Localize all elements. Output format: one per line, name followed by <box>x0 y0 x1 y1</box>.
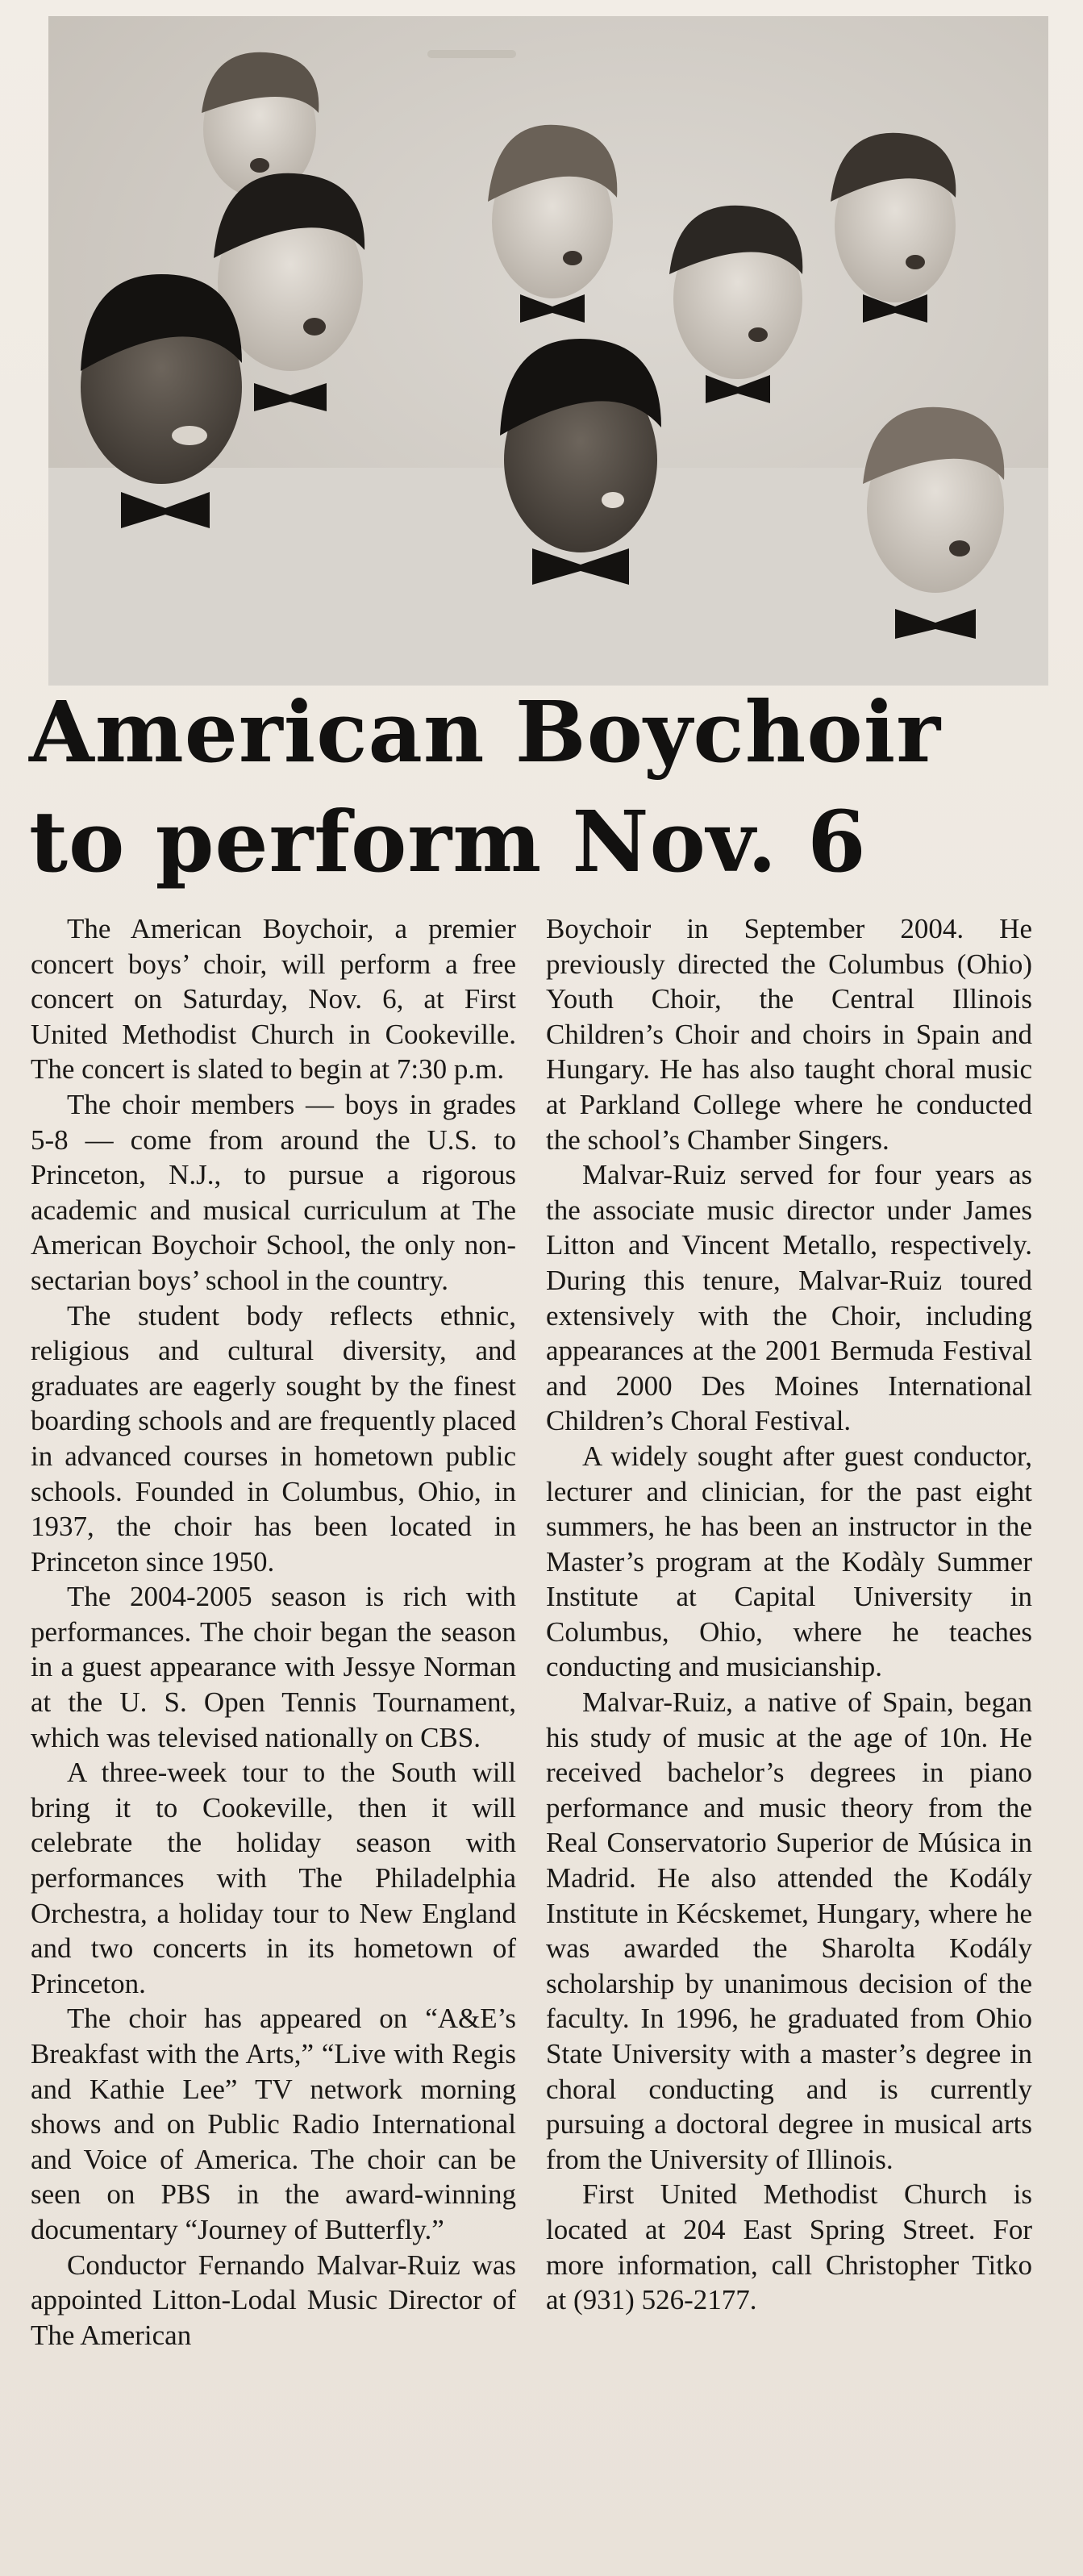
paragraph: The choir has appeared on “A&E’s Breakfast with the Arts,” “Live with Regis and Kathie Lee” TV network morning shows and on Public Radio International and Voice of America. The choir can be seen on PBS in the award-winning documentary “Journey of Butterfly.” <box>31 2003 516 2245</box>
paragraph: Malvar-Ruiz served for four years as the associate music director under James Litton and Vincent Metallo, respectively. During this tenure, Malvar-Ruiz toured extensively with the Choir, including appearances at the 2001 Bermuda Festival and 2000 Des Moines International Children’s Choral Festival. <box>546 1159 1032 1437</box>
paragraph: Conductor Fernando Malvar-Ruiz was appointed Litton-Lodal Music Director of The American <box>31 2249 516 2351</box>
paragraph: Malvar-Ruiz, a native of Spain, began his study of music at the age of 10n. He received bachelor’s degrees in piano performance and music theory from the Real Conservatorio Superior de Música in Madrid. He also attended the Kodály Institute in Kécskemet, Hungary, where he was awarded the Sharolta Kodály scholarship by unanimous decision of the faculty. In 1996, he graduated from Ohio State University with a master’s degree in choral conducting and is currently pursuing a doctoral degree in musical arts from the University of Illinois. <box>546 1686 1032 2175</box>
headline <box>29 677 1061 897</box>
paragraph: A three-week tour to the South will bring it to Cookeville, then it will celebrate the holiday season with performances with The Philadelphia Orchestra, a holiday tour to New England and two concerts in its hometown of Princeton. <box>31 1757 516 1999</box>
paragraph: The choir members — boys in grades 5-8 — come from around the U.S. to Princeton, N.J., to pursue a rigorous academic and musical curriculum at The American Boychoir School, the only non-sectarian boys’ school in the country. <box>31 1088 516 1296</box>
choir-photo-illustration <box>48 16 1048 686</box>
paragraph: The American Boychoir, a premier concert boys’ choir, will perform a free concert on Saturday, Nov. 6, at First United Methodist Church in Cookeville. The concert is slated to begin at 7:30 p.m. <box>31 913 516 1086</box>
choir-photo <box>48 16 1048 686</box>
paragraph: First United Methodist Church is located at 204 East Spring Street. For more information, call Christopher Titko at (931) 526-2177. <box>546 2178 1032 2316</box>
paragraph: A widely sought after guest conductor, lecturer and clinician, for the past eight summers, he has been an instructor in the Master’s program at the Kodàly Summer Institute at Capital University in Columbus, Ohio, where he teaches conducting and musicianship. <box>546 1440 1032 1683</box>
staple-mark <box>427 50 516 58</box>
paragraph: The student body reflects ethnic, religious and cultural diversity, and graduates are eagerly sought by the finest boarding schools and are frequently placed in advanced courses in hometown public schools. Founded in Columbus, Ohio, in 1937, the choir has been located in Princeton since 1950. <box>31 1299 516 1578</box>
article-left-column <box>31 911 516 2353</box>
article-right-column <box>546 911 1032 2318</box>
paragraph-continued: Boychoir in September 2004. He previously directed the Columbus (Ohio) Youth Choir, the Central Illinois Children’s Choir and choirs in Spain and Hungary. He has also taught choral music at Parkland College where he conducted the school’s Chamber Singers. <box>546 913 1032 1156</box>
headline-line-1: American Boychoir <box>29 682 942 782</box>
paragraph: The 2004-2005 season is rich with performances. The choir began the season in a guest appearance with Jessye Norman at the U. S. Open Tennis Tournament, which was televised nationally on CBS. <box>31 1581 516 1753</box>
headline-line-2: to perform Nov. 6 <box>29 792 867 891</box>
